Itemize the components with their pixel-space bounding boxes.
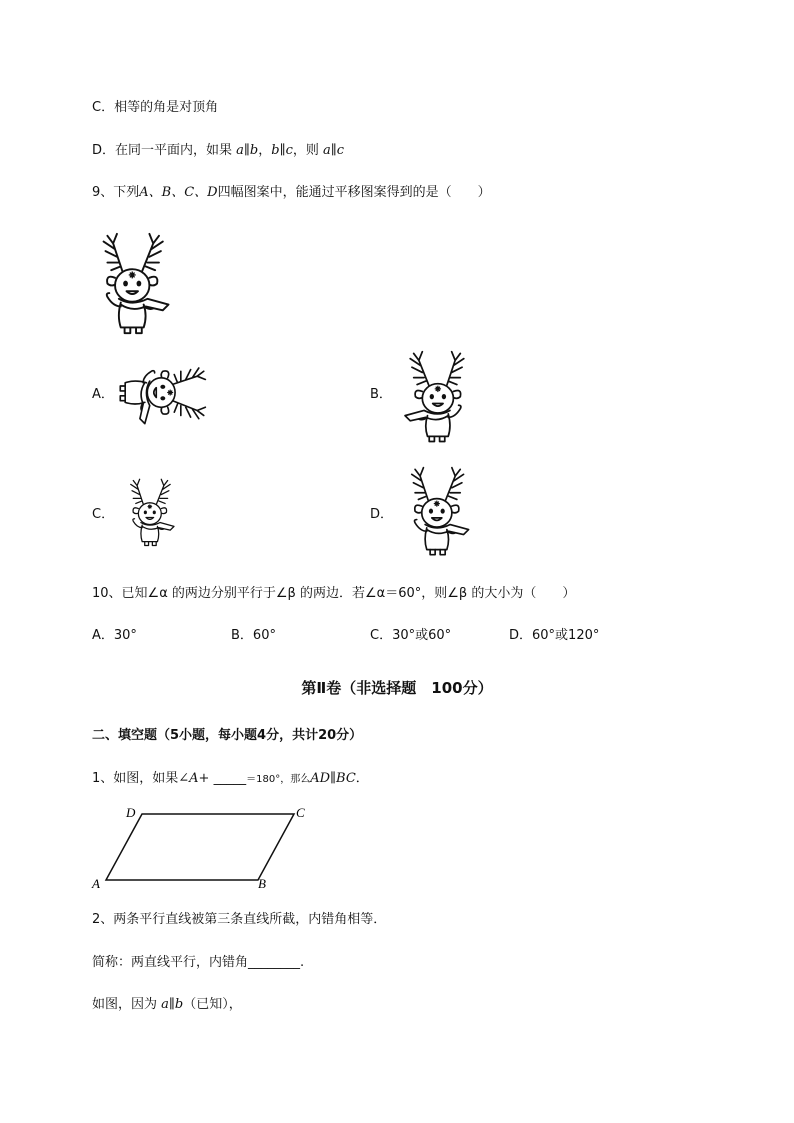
deer-option-a-figure [112,350,212,440]
q8-mid: ，则 [292,143,323,158]
f1-stem [92,770,369,789]
f2-abbreviation: 简称：两直线平行，内错角________. [92,955,305,970]
q9-prefix: 9、下列 [92,185,140,200]
q10-option-a: A．30° [92,628,137,643]
q9-suffix: 四幅图案中，能通过平移图案得到的是（ ） [217,185,491,200]
vertex-c-label: C [296,805,305,820]
f2-reason-suffix: （已知）， [183,997,242,1012]
vertex-b-label: B [258,876,266,891]
q8-expr-3: a∥c [323,143,345,158]
q10-option-c: C．30°或60° [370,628,452,643]
f1-blank: _____ [209,771,247,786]
f1-end: ． [355,771,369,786]
deer-original-figure [92,232,182,337]
vertex-a-label: A [92,876,100,891]
f1-prefix: 1、如图，如果 [92,771,179,786]
q10-option-b: B．60° [231,628,276,643]
f2-reason-expr: a∥b [161,997,184,1012]
section-heading: 二、填空题（5小题，每小题4分，共计20分） [92,728,363,743]
deer-option-b-figure [392,350,482,445]
f1-expr-b: AD∥BC [310,771,356,786]
q9-label-a: A． [92,387,114,402]
q8-sep: ， [258,143,272,158]
f2-reason [92,996,242,1014]
vertex-d-label: D [126,805,136,820]
q8-expr-1: a∥b [236,143,259,158]
parallelogram-figure [90,802,320,892]
q9-label-d: D． [370,507,394,522]
q8-option-d-prefix: D．在同一平面内，如果 [92,143,237,158]
q8-option-d [92,142,344,160]
deer-option-c-figure [118,478,188,548]
f1-expr-a: ∠A+ [178,771,210,786]
f2-stem: 2、两条平行直线被第三条直线所截，内错角相等． [92,912,387,927]
part2-title: 第Ⅱ卷（非选择题 100分） [301,679,493,697]
q8-option-c: C．相等的角是对顶角 [92,100,219,115]
q9-letters: A、B、C、D [139,185,218,200]
f2-reason-prefix: 如图，因为 [92,997,162,1012]
q9-label-b: B． [370,387,392,402]
f1-equals: ＝180°，那么 [246,774,311,785]
q9-label-c: C． [92,507,115,522]
q10-stem: 10、已知∠α 的两边分别平行于∠β 的两边．若∠α＝60°，则∠β 的大小为（ ） [92,586,576,601]
q9-stem [92,184,491,202]
q8-expr-2: b∥c [271,143,293,158]
deer-option-d-figure [396,466,486,558]
q10-option-d: D．60°或120° [509,628,600,643]
